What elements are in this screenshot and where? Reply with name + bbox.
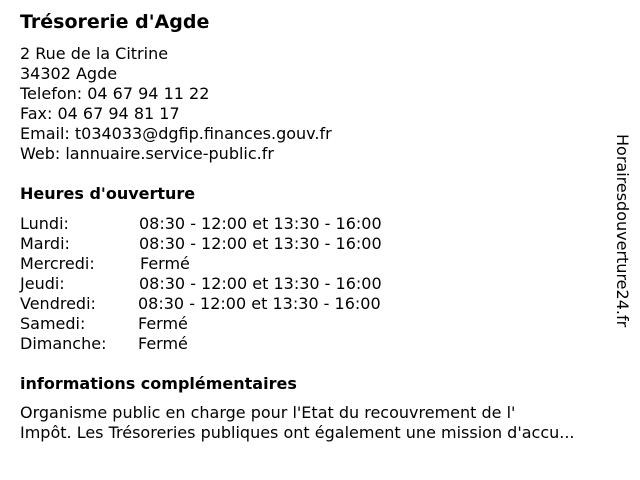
time-value: Fermé: [140, 254, 190, 273]
address-city: 34302 Agde: [20, 64, 118, 83]
phone-text: Telefon: 04 67 94 11 22: [20, 84, 210, 103]
info-line: Impôt. Les Trésoreries publiques ont également une mission d'accu...: [20, 423, 575, 442]
day-label: Vendredi:: [20, 294, 96, 313]
day-label: Dimanche:: [20, 334, 107, 353]
day-label: Lundi:: [20, 214, 69, 233]
fax-text: Fax: 04 67 94 81 17: [20, 104, 180, 123]
info-heading: informations complémentaires: [20, 374, 297, 393]
time-value: 08:30 - 12:00 et 13:30 - 16:00: [138, 294, 381, 313]
hours-heading: Heures d'ouverture: [20, 184, 196, 203]
address-street: 2 Rue de la Citrine: [20, 44, 169, 63]
day-label: Jeudi:: [20, 274, 65, 293]
day-label: Mercredi:: [20, 254, 95, 273]
time-value: 08:30 - 12:00 et 13:30 - 16:00: [139, 214, 382, 233]
web-text: Web: lannuaire.service-public.fr: [20, 144, 274, 163]
time-value: Fermé: [138, 314, 188, 333]
time-value: Fermé: [138, 334, 188, 353]
page-title: Trésorerie d'Agde: [20, 11, 210, 33]
email-text: Email: t034033@dgfip.finances.gouv.fr: [20, 124, 332, 143]
day-label: Mardi:: [20, 234, 70, 253]
info-description: [20, 403, 630, 443]
time-value: 08:30 - 12:00 et 13:30 - 16:00: [139, 274, 382, 293]
info-line: Organisme public en charge pour l'Etat du recouvrement de l': [20, 403, 516, 422]
contact-block: [20, 44, 332, 164]
brand-watermark: Horairesdouverture24.fr: [613, 134, 632, 328]
day-label: Samedi:: [20, 314, 86, 333]
time-value: 08:30 - 12:00 et 13:30 - 16:00: [139, 234, 382, 253]
